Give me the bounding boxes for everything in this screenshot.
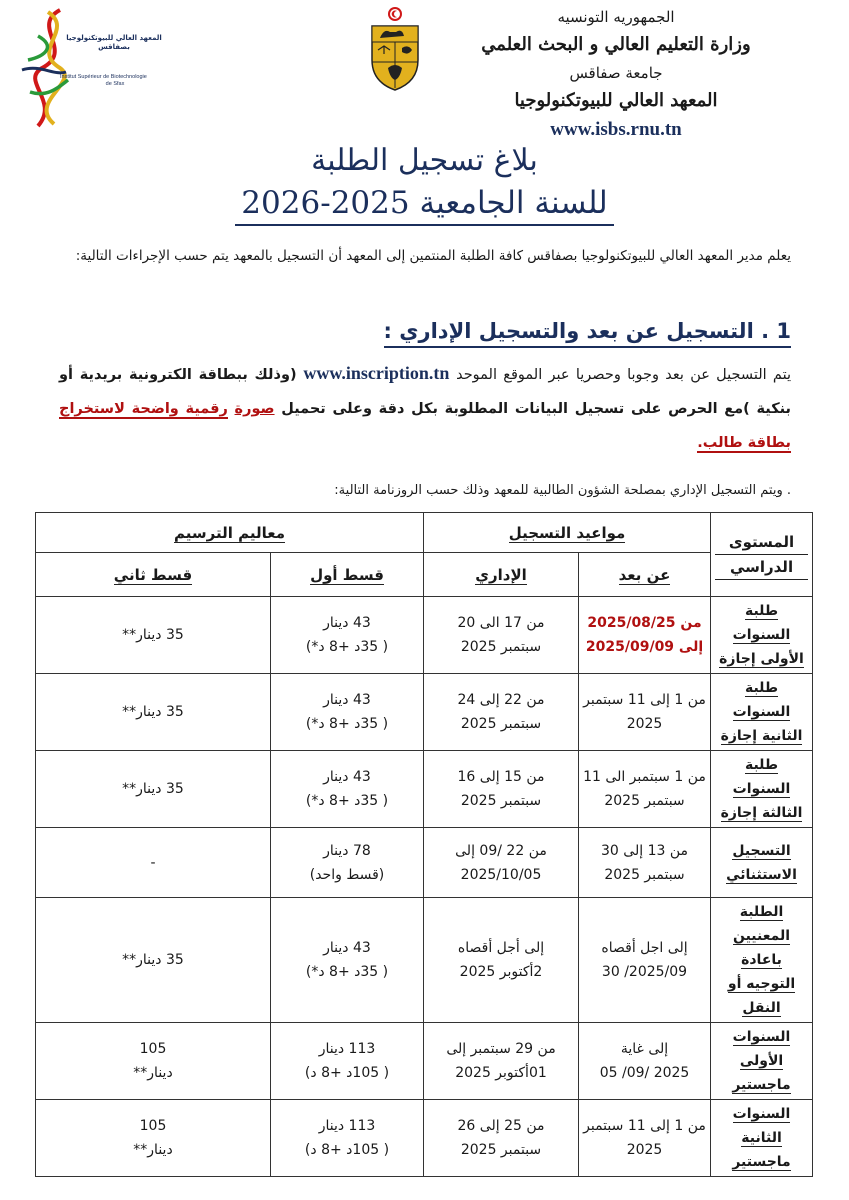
logo-text-fr: Institut Supérieur de Biotechnologie de Sfax — [60, 74, 147, 87]
row-admin: من 22 إلى 24 سبتمبر 2025 — [424, 674, 579, 751]
header-ministry: وزارة التعليم العالي و البحث العلمي — [481, 34, 751, 55]
table-row — [36, 674, 813, 751]
row-first-fee: 43 دينار ( 35د +8 د*) — [271, 674, 424, 751]
para-start: يتم التسجيل عن بعد وجوبا وحصريا عبر الموقع الموحد — [456, 367, 791, 383]
row-second-fee: 35 دينار** — [36, 674, 271, 751]
row-level: الطلبة المعنيين باعادة التوجيه أو النقل — [711, 898, 813, 1023]
page-title — [0, 140, 849, 226]
row-remote: من 1 إلى 11 سبتمبر 2025 — [579, 674, 711, 751]
para-red-phrase: رقمية واضحة لاستخراج بطاقة طالب. — [59, 401, 791, 451]
header-university: جامعة صفاقس — [569, 64, 663, 82]
row-first-fee: 113 دينار ( 105د +8 د) — [271, 1100, 424, 1177]
header-block — [471, 4, 761, 144]
row-admin: من 25 إلى 26 سبتمبر 2025 — [424, 1100, 579, 1177]
row-remote: من 2025/08/25 إلى 2025/09/09 — [579, 597, 711, 674]
table-row — [36, 898, 813, 1023]
row-second-fee: 35 دينار** — [36, 751, 271, 828]
row-remote: من 13 إلى 30 سبتمبر 2025 — [579, 828, 711, 898]
header-first-installment: قسط أول — [271, 553, 424, 597]
title-line-1: بلاغ تسجيل الطلبة — [311, 143, 538, 178]
row-level: السنوات الأولى ماجستير — [711, 1023, 813, 1100]
intro-paragraph: يعلم مدير المعهد العالي للبيوتكنولوجيا بصفاقس كافة الطلبة المنتمين إلى المعهد أن التسجيل بالمعهد يتم حسب الإجراءات التالية: — [75, 248, 791, 264]
row-admin: من 17 الى 20 سبتمبر 2025 — [424, 597, 579, 674]
row-admin: من 22 /09 إلى 2025/10/05 — [424, 828, 579, 898]
para-bold: (وذلك ببطاقة الكترونية بريدية أو بنكية )مع الحرص على تسجيل البيانات المطلوبة بكل دقة وعلى تحميل — [59, 367, 791, 417]
header-republic: الجمهوريه التونسيه — [557, 8, 675, 26]
row-second-fee: - — [36, 828, 271, 898]
header-fees: معاليم الترسيم — [36, 513, 424, 553]
row-first-fee: 43 دينار ( 35د +8 د*) — [271, 751, 424, 828]
row-first-fee: 78 دينار (قسط واحد) — [271, 828, 424, 898]
row-second-fee: 105 دينار** — [36, 1100, 271, 1177]
section-1-heading: 1 . التسجيل عن بعد والتسجيل الإداري : — [384, 316, 791, 348]
header-institute: المعهد العالي للبيوتكنولوجيا — [514, 90, 718, 111]
row-level: طلبة السنوات الثالثة إجازة — [711, 751, 813, 828]
row-remote: من 1 سبتمبر الى 11 سبتمبر 2025 — [579, 751, 711, 828]
row-level: التسجيل الاستثنائي — [711, 828, 813, 898]
table-row — [36, 1100, 813, 1177]
row-first-fee: 43 دينار ( 35د +8 د*) — [271, 898, 424, 1023]
header-second-installment: قسط ثاني — [36, 553, 271, 597]
row-admin: إلى أجل أقصاه 2أكتوبر 2025 — [424, 898, 579, 1023]
header-website: www.isbs.rnu.tn — [550, 119, 682, 140]
table-row — [36, 828, 813, 898]
table-row — [36, 597, 813, 674]
header-remote: عن بعد — [579, 553, 711, 597]
row-first-fee: 43 دينار ( 35د +8 د*) — [271, 597, 424, 674]
row-remote: إلى غاية 2025 /09/ 05 — [579, 1023, 711, 1100]
registration-schedule-table — [35, 512, 813, 1177]
title-line-2: للسنة الجامعية 2025-2026 — [235, 182, 613, 226]
tunisia-emblem-icon — [366, 4, 424, 92]
header-dates: مواعيد التسجيل — [424, 513, 711, 553]
institute-logo — [20, 6, 168, 130]
header-admin: الإداري — [424, 553, 579, 597]
table-row — [36, 751, 813, 828]
row-second-fee: 105 دينار** — [36, 1023, 271, 1100]
row-second-fee: 35 دينار** — [36, 597, 271, 674]
row-admin: من 15 إلى 16 سبتمبر 2025 — [424, 751, 579, 828]
dna-logo-icon — [20, 6, 168, 130]
admin-note: . ويتم التسجيل الإداري بمصلحة الشؤون الطالبية للمعهد وذلك حسب الروزنامة التالية: — [334, 483, 791, 498]
row-first-fee: 113 دينار ( 105د +8 د) — [271, 1023, 424, 1100]
row-admin: من 29 سبتمبر إلى 01أكتوبر 2025 — [424, 1023, 579, 1100]
row-level: طلبة السنوات الأولى إجازة — [711, 597, 813, 674]
logo-text-ar: المعهد العالي للبيوتكنولوجيا بصفاقس — [66, 34, 162, 51]
row-level: طلبة السنوات الثانية إجازة — [711, 674, 813, 751]
row-remote: من 1 إلى 11 سبتمبر 2025 — [579, 1100, 711, 1177]
row-remote: إلى اجل أقصاه 2025/09/ 30 — [579, 898, 711, 1023]
inscription-link[interactable]: www.inscription.tn — [303, 363, 450, 383]
para-red-word: صورة — [234, 401, 275, 417]
row-second-fee: 35 دينار** — [36, 898, 271, 1023]
header-level: المستوى الدراسي — [711, 513, 813, 597]
row-level: السنوات الثانية ماجستير — [711, 1100, 813, 1177]
table-row — [36, 1023, 813, 1100]
section-1-paragraph — [59, 356, 791, 460]
